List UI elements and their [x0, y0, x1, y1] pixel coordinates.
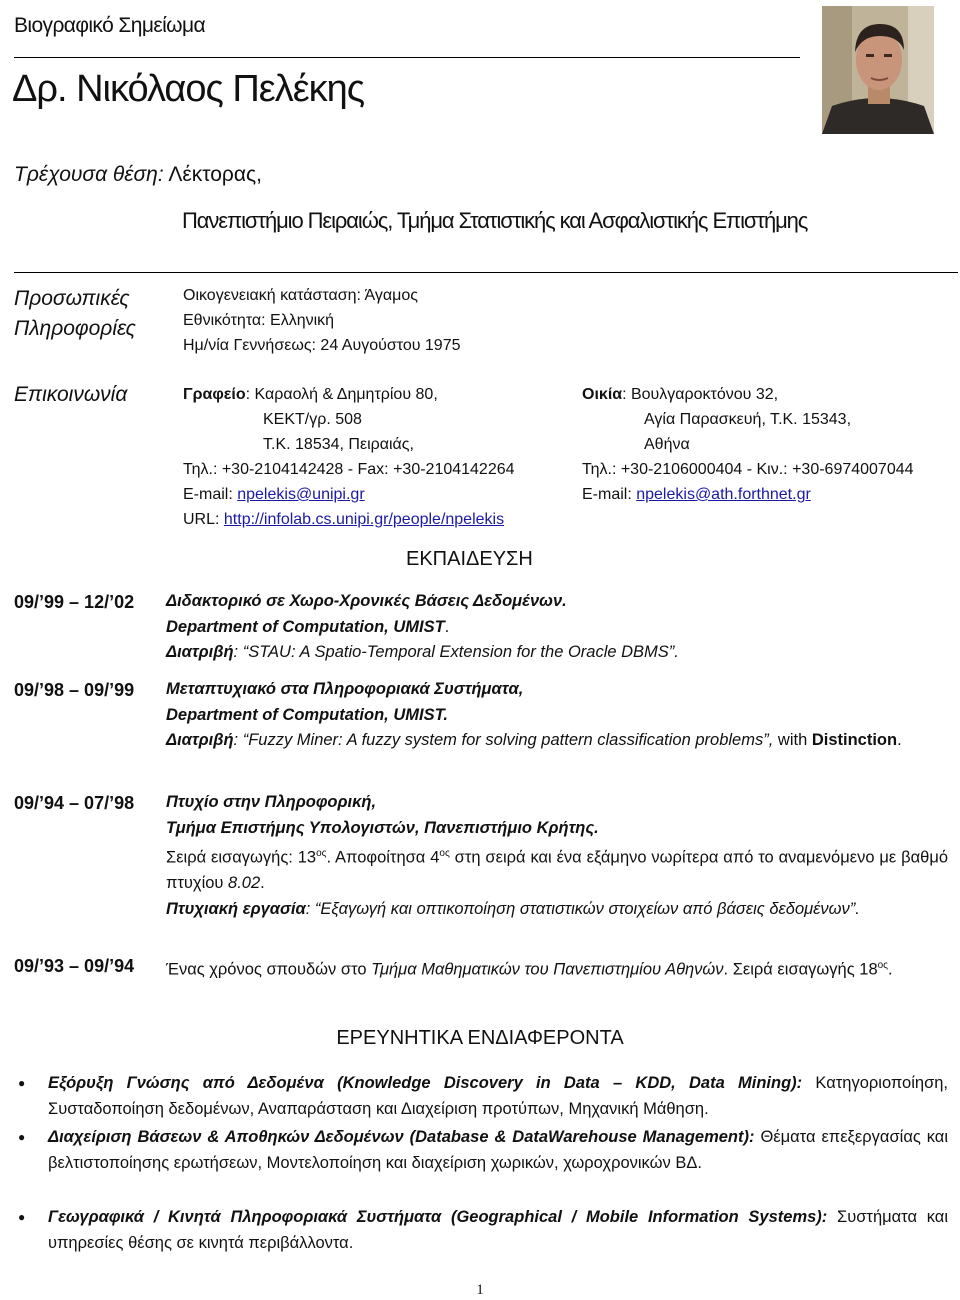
edu-item-2	[166, 677, 948, 754]
birth-date: Ημ/νία Γεννήσεως: 24 Αυγούστου 1975	[183, 337, 461, 354]
office-email-row	[183, 482, 583, 507]
rank-sup-a: ος	[316, 848, 327, 859]
section-divider	[14, 272, 958, 273]
edu4-text-c: .	[888, 960, 893, 979]
rank-text-c: στη σειρά και ένα εξάμηνο νωρίτερα από το αναμενόμενο με βαθμό πτυχίου	[166, 848, 949, 892]
office-url-label: URL:	[183, 511, 224, 528]
office-street: : Καραολή & Δημητρίου 80,	[245, 386, 438, 403]
home-address-line1	[582, 382, 952, 407]
research-heading: ΕΡΕΥΝΗΤΙΚΑ ΕΝΔΙΑΦΕΡΟΝΤΑ	[336, 1027, 624, 1049]
home-contact	[582, 382, 952, 507]
distinction-end: .	[897, 731, 902, 749]
distinction: Distinction	[811, 731, 898, 749]
contact-heading: Επικοινωνία	[14, 383, 128, 406]
office-email-label: E-mail:	[183, 486, 238, 503]
office-address-line3: Τ.Κ. 18534, Πειραιάς,	[263, 436, 414, 453]
edu-institution-1: Department of Computation, UMIST	[166, 617, 445, 636]
edu-item-4	[166, 953, 948, 983]
personal-heading-line1: Προσωπικές	[14, 287, 130, 310]
thesis-label-1: Διατριβή	[166, 643, 234, 661]
edu-thesis-1	[166, 640, 948, 666]
personal-info-block	[183, 283, 461, 358]
bullet-1: ●	[18, 1076, 26, 1090]
edu-degree-2: Μεταπτυχιακό στα Πληροφοριακά Συστήματα,	[166, 680, 524, 698]
work-text: : “Εξαγωγή και οπτικοποίηση στατιστικών στοιχείων από βάσεις δεδομένων”.	[305, 899, 860, 918]
education-heading: ΕΚΠΑΙΔΕΥΣΗ	[406, 548, 533, 570]
office-contact	[183, 382, 583, 532]
profile-photo	[822, 6, 934, 134]
edu4-sup: ος	[877, 960, 889, 971]
edu-institution-3: Τμήμα Επιστήμης Υπολογιστών, Πανεπιστήμιο Κρήτης.	[166, 818, 599, 837]
research-item-2	[48, 1124, 948, 1176]
office-phone: Τηλ.: +30-2104142428 - Fax: +30-2104142264	[183, 461, 515, 478]
position-label: Τρέχουσα θέση:	[14, 163, 164, 186]
edu-dates-2: 09/’98 – 09/’99	[14, 680, 135, 700]
home-label: Οικία	[582, 386, 623, 403]
top-divider	[14, 57, 800, 58]
thesis-text-1: : “STAU: A Spatio-Temporal Extension for the Oracle DBMS”.	[233, 643, 679, 661]
edu-degree-3: Πτυχίο στην Πληροφορική,	[166, 793, 377, 811]
thesis-label-2: Διατριβή	[166, 731, 234, 749]
portrait-image	[822, 6, 934, 134]
grade-end: .	[260, 874, 265, 892]
edu-work-3	[166, 897, 948, 923]
research-item-3	[48, 1204, 948, 1256]
edu-degree-1: Διδακτορικό σε Χωρο-Χρονικές Βάσεις Δεδομένων.	[166, 592, 567, 610]
edu-institution-2: Department of Computation, UMIST.	[166, 705, 449, 724]
home-email-row	[582, 482, 952, 507]
edu-dates-3: 09/’94 – 07/’98	[14, 793, 135, 813]
personal-heading-line2: Πληροφορίες	[14, 317, 136, 340]
edu-rank-3	[166, 841, 948, 897]
thesis-text-2: : “Fuzzy Miner: A fuzzy system for solving pattern classification problems”,	[233, 731, 774, 749]
rank-text-b: . Αποφοίτησα 4	[326, 848, 440, 867]
research-body-3: Συστήματα και υπηρεσίες θέσης σε κινητά περιβάλλοντα.	[48, 1208, 948, 1252]
office-label: Γραφείο	[183, 386, 246, 403]
position-title: Λέκτορας,	[168, 163, 262, 186]
research-body-2: Θέματα επεξεργασίας και βελτιστοποίησης ερωτήσεων, Μοντελοποίηση και διαχείριση χωρικών, χωροχρονικών ΒΔ.	[48, 1128, 949, 1172]
edu-item-1	[166, 589, 948, 666]
edu-dates-1: 09/’99 – 12/’02	[14, 592, 135, 612]
edu4-dept: Τμήμα Μαθηματικών του Πανεπιστημίου Αθηνών	[371, 960, 724, 979]
research-head-3: Γεωγραφικά / Κινητά Πληροφοριακά Συστήματα (Geographical / Mobile Information Systems):	[48, 1208, 828, 1226]
office-email-link[interactable]: npelekis@unipi.gr	[237, 486, 365, 503]
research-body-1: Κατηγοριοποίηση, Συσταδοποίηση δεδομένων, Αναπαράσταση και Διαχείριση προτύπων, Μηχανική Μάθηση.	[48, 1074, 949, 1118]
home-street: : Βουλγαροκτόνου 32,	[622, 386, 779, 403]
home-address-line3: Αθήνα	[644, 436, 690, 453]
marital-status: Οικογενειακή κατάσταση: Άγαμος	[183, 287, 418, 304]
document-label: Βιογραφικό Σημείωμα	[14, 14, 206, 37]
bullet-3: ●	[18, 1210, 26, 1224]
home-email-label: E-mail:	[582, 486, 637, 503]
work-label: Πτυχιακή εργασία	[166, 899, 306, 918]
edu-inst-end-1: .	[444, 617, 450, 636]
edu-dates-4: 09/’93 – 09/’94	[14, 956, 135, 976]
research-head-2: Διαχείριση Βάσεων & Αποθηκών Δεδομένων (Database & DataWarehouse Management):	[48, 1128, 755, 1146]
edu-thesis-2	[166, 728, 948, 754]
research-head-1: Εξόρυξη Γνώσης από Δεδομένα (Knowledge Discovery in Data – KDD, Data Mining):	[48, 1074, 803, 1092]
personal-info-heading	[14, 284, 136, 344]
home-address-line2: Αγία Παρασκευή, Τ.Κ. 15343,	[644, 411, 852, 428]
rank-sup-b: ος	[439, 848, 450, 859]
office-url-row	[183, 507, 583, 532]
office-address-line2: ΚΕΚΤ/γρ. 508	[263, 411, 362, 428]
office-url-link[interactable]: http://infolab.cs.unipi.gr/people/npelekis	[223, 511, 505, 528]
office-address-line1	[183, 382, 583, 407]
home-email-link[interactable]: npelekis@ath.forthnet.gr	[636, 486, 811, 503]
edu-inst-row-1	[166, 615, 948, 641]
edu4-text-a: Ένας χρόνος σπουδών στο	[166, 960, 372, 979]
person-name: Δρ. Νικόλαος Πελέκης	[12, 68, 365, 110]
edu4-text-b: . Σειρά εισαγωγής 18	[723, 960, 878, 979]
thesis-with-2: with	[773, 731, 808, 749]
page-number: 1	[476, 1282, 484, 1298]
nationality: Εθνικότητα: Ελληνική	[183, 312, 335, 329]
edu-item-3	[166, 790, 948, 922]
home-phone: Τηλ.: +30-2106000404 - Κιν.: +30-6974007044	[582, 461, 914, 478]
position-affiliation: Πανεπιστήμιο Πειραιώς, Τμήμα Στατιστικής και Ασφαλιστικής Επιστήμης	[182, 208, 808, 233]
research-item-1	[48, 1070, 948, 1122]
current-position	[14, 163, 262, 187]
bullet-2: ●	[18, 1130, 26, 1144]
degree-grade: 8.02	[228, 874, 261, 892]
rank-text-a: Σειρά εισαγωγής: 13	[166, 848, 317, 867]
